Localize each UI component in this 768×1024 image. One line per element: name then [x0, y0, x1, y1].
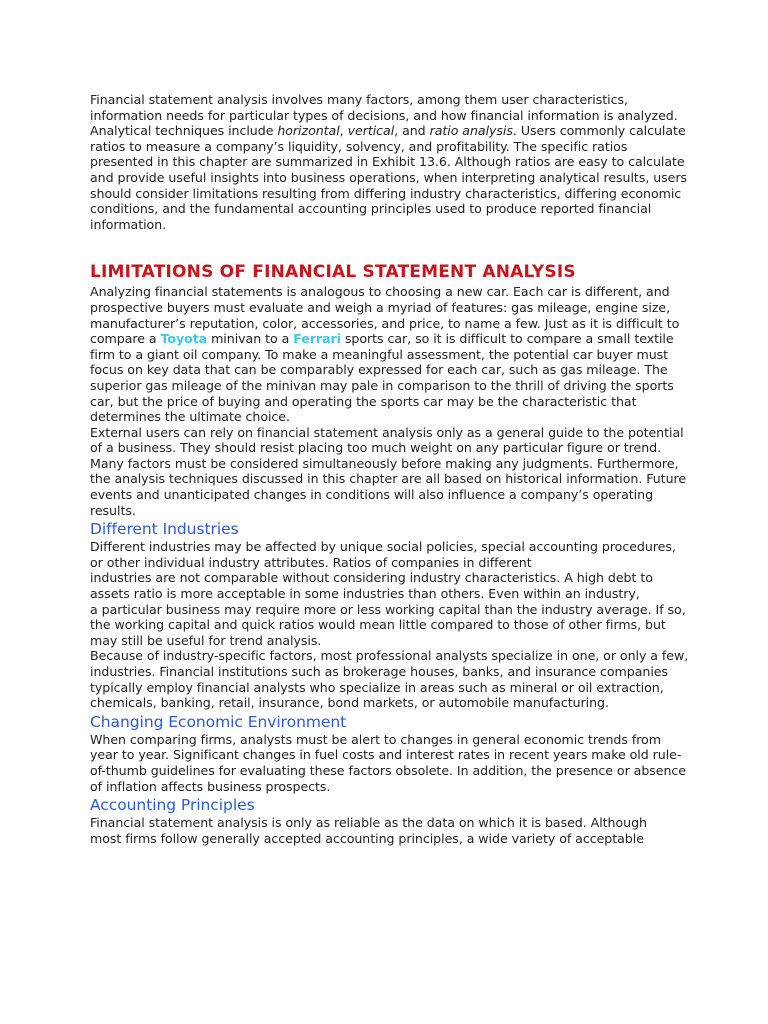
intro-text: . Users commonly calculate ratios to measure a company’s liquidity, solvency, and profitability. The specific ratios presented in this chapter are summarized in Exhibit 13.6. Although ratios are easy to calculate and provide useful insights into business operations, when interpreting analytical results, users should consider limitations resulting from differing industry characteristics, differing economic conditions, and the fundamental accounting principles used to produce reported financial information. — [90, 123, 688, 232]
subheading-changing-economic-environment: Changing Economic Environment — [90, 712, 347, 731]
limitations-paragraph-2: External users can rely on financial statement analysis only as a general guide to the potential of a business. They should resist placing too much weight on any particular figure or trend. Many factors must be considered simultaneously before making any judgments. Furthermore, the analysis techniques discussed in this chapter are all based on historical information. Future events and unanticipated changes in conditions will also influence a company’s operating results. — [90, 424, 687, 518]
document-page — [90, 92, 690, 846]
subheading-different-industries: Different Industries — [90, 520, 239, 539]
section-heading-limitations: LIMITATIONS OF FINANCIAL STATEMENT ANALYSIS — [90, 262, 576, 283]
industries-line-5: Because of industry-specific factors, most professional analysts specialize in one, or only a few, industries. Financial institutions such as brokerage houses, banks, and insurance companies typically employ financial analysts who specialize in areas such as mineral or oil extraction, chemicals, banking, retail, insurance, bond markets, or automobile manufacturing. — [90, 648, 689, 711]
accounting-line-1: Financial statement analysis is only as reliable as the data on which it is based. Although — [90, 815, 647, 831]
intro-text: , — [339, 123, 348, 139]
economic-paragraph: When comparing firms, analysts must be alert to changes in general economic trends from year to year. Significant changes in fuel costs and interest rates in recent years make old rule-of-thumb guidelines for evaluating these factors obsolete. In addition, the presence or absence of inflation affects business prospects. — [90, 731, 686, 794]
term-ratio-analysis: ratio analysis — [429, 123, 513, 139]
industries-line-4: a particular business may require more or less working capital than the industry average. If so, the working capital and quick ratios would mean little compared to those of other firms, but may still be useful for trend analysis. — [90, 601, 686, 648]
limitations-paragraph-1 — [90, 284, 690, 424]
term-vertical: vertical — [347, 123, 395, 139]
brand-link-ferrari[interactable]: Ferrari — [293, 331, 341, 347]
industries-line-2: or other individual industry attributes. Ratios of companies in different — [90, 554, 532, 570]
paragraph-text: Analyzing financial statements is analogous to choosing a new car. Each car is different, and prospective buyers must evaluate and weigh a myriad of features: gas mileage, engine size, manufacturer’s reputation, color, accessories, and price, to name a few. Just as it is difficult to compare a — [90, 284, 680, 347]
paragraph-text: minivan to a — [207, 331, 294, 347]
term-horizontal: horizontal — [277, 123, 340, 139]
intro-text: , and — [394, 123, 430, 139]
brand-link-toyota[interactable]: Toyota — [160, 331, 208, 347]
subheading-accounting-principles: Accounting Principles — [90, 796, 255, 815]
intro-paragraph — [90, 92, 690, 232]
industries-line-1: Different industries may be affected by unique social policies, special accounting procedures, — [90, 539, 676, 555]
paragraph-text: sports car, so it is difficult to compare a small textile firm to a giant oil company. To make a meaningful assessment, the potential car buyer must focus on key data that can be comparably expressed for each car, such as gas mileage. The superior gas mileage of the minivan may pale in comparison to the thrill of driving the sports car, but the price of buying and operating the sports car may be the characteristic that determines the ultimate choice. — [90, 331, 674, 425]
accounting-line-2: most firms follow generally accepted accounting principles, a wide variety of acceptable — [90, 830, 644, 846]
intro-text: Financial statement analysis involves many factors, among them user characteristics, information needs for particular types of decisions, and how financial information is analyzed. Analytical techniques include — [90, 92, 678, 139]
industries-line-3: industries are not comparable without considering industry characteristics. A high debt to assets ratio is more acceptable in some industries than others. Even within an industry, — [90, 570, 653, 602]
